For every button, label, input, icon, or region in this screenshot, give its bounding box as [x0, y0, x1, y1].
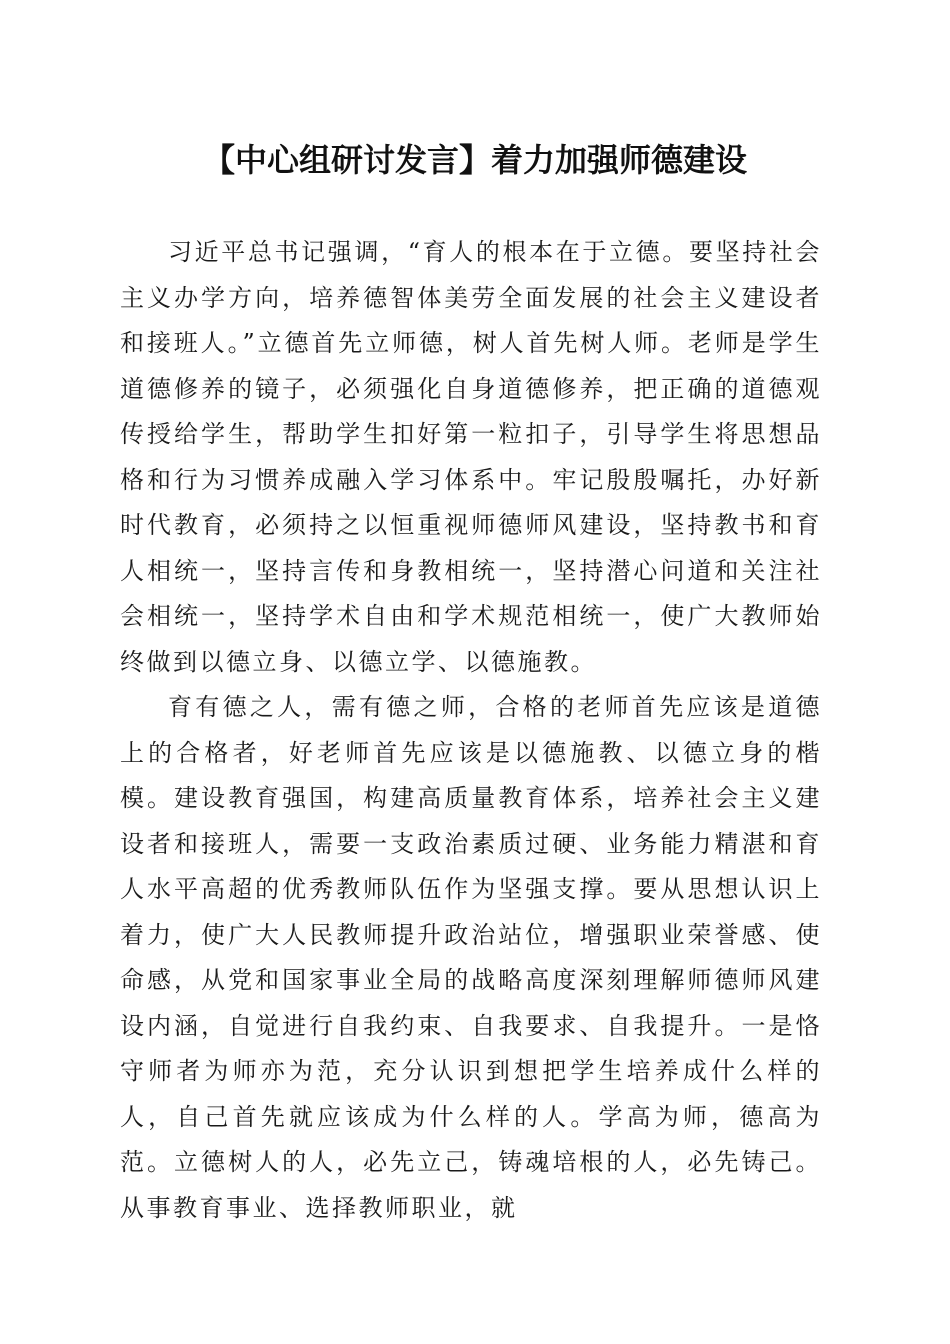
paragraph-2: 育有德之人，需有德之师，合格的老师首先应该是道德上的合格者，好老师首先应该是以德施教、以德立身的楷模。建设教育强国，构建高质量教育体系，培养社会主义建设者和接班人，需要一支政治素质过硬、业务能力精湛和育人水平高超的优秀教师队伍作为坚强支撑。要从思想认识上着力，使广大人民教师提升政治站位，增强职业荣誉感、使命感，从党和国家事业全局的战略高度深刻理解师德师风建设内涵，自觉进行自我约束、自我要求、自我提升。一是恪守师者为师亦为范，充分认识到想把学生培养成什么样的人，自己首先就应该成为什么样的人。学高为师，德高为范。立德树人的人，必先立己，铸魂培根的人，必先铸己。从事教育事业、选择教师职业，就: [120, 693, 822, 1222]
paragraph-1: 习近平总书记强调，“育人的根本在于立德。要坚持社会主义办学方向，培养德智体美劳全面发展的社会主义建设者和接班人。”立德首先立师德，树人首先树人师。老师是学生道德修养的镜子，必须强化自身道德修养，把正确的道德观传授给学生，帮助学生扣好第一粒扣子，引导学生将思想品格和行为习惯养成融入学习体系中。牢记殷殷嘱托，办好新时代教育，必须持之以恒重视师德师风建设，坚持教书和育人相统一，坚持言传和身教相统一，坚持潜心问道和关注社会相统一，坚持学术自由和学术规范相统一，使广大教师始终做到以德立身、以德立学、以德施教。: [120, 238, 822, 676]
document-body: [120, 230, 822, 1231]
document-title: 【中心组研讨发言】着力加强师德建设: [202, 141, 747, 179]
